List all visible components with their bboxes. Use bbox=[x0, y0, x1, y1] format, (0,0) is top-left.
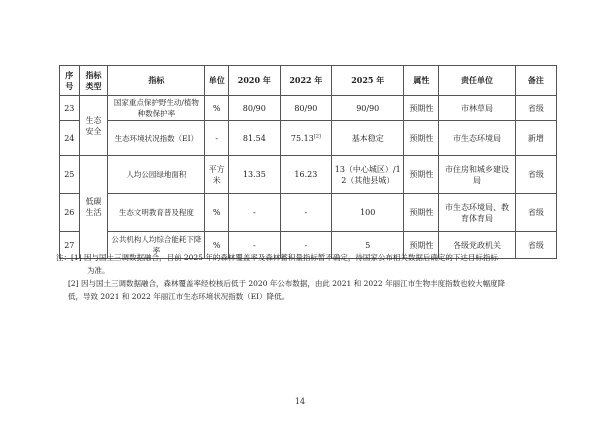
attribute-cell: 预期性 bbox=[404, 121, 439, 156]
unit-cell: 平方米 bbox=[205, 156, 229, 194]
header-remark: 备注 bbox=[515, 66, 556, 96]
value-2022-text: 75.13 bbox=[290, 133, 314, 143]
row-index: 23 bbox=[60, 96, 80, 121]
remark-cell: 新增 bbox=[515, 121, 556, 156]
department-cell: 市生态环境局、教育体育局 bbox=[439, 194, 515, 232]
header-department: 责任单位 bbox=[439, 66, 515, 96]
indicator-cell: 国家重点保护野生动/植物种数保护率 bbox=[108, 96, 205, 121]
unit-cell: % bbox=[205, 194, 229, 232]
value-2025-cell: 90/90 bbox=[332, 96, 404, 121]
value-2020-cell: - bbox=[229, 232, 281, 259]
table-row bbox=[60, 96, 557, 121]
value-2022-cell: - bbox=[280, 194, 332, 232]
value-2025-cell: 基本稳定 bbox=[332, 121, 404, 156]
row-index: 26 bbox=[60, 194, 80, 232]
page-number: 14 bbox=[294, 397, 306, 406]
row-index: 24 bbox=[60, 121, 80, 156]
value-2020-cell: 80/90 bbox=[229, 96, 281, 121]
attribute-cell: 预期性 bbox=[404, 96, 439, 121]
footnote-ref: [2] bbox=[313, 132, 321, 139]
indicator-cell: 人均公园绿地面积 bbox=[108, 156, 205, 194]
value-2020-cell: 81.54 bbox=[229, 121, 281, 156]
value-2022-cell: - bbox=[280, 232, 332, 259]
row-index: 25 bbox=[60, 156, 80, 194]
remark-cell: 省级 bbox=[515, 96, 556, 121]
note-1-line-1: [1] 因与国土三调数据融合，目前 2025 年的森林覆盖率及森林蓄积量指标暂不确定，待国家公布相关数据后确定的下达目标指标 bbox=[71, 253, 498, 262]
remark-cell: 省级 bbox=[515, 156, 556, 194]
department-cell: 各级党政机关 bbox=[439, 232, 515, 259]
value-2022-cell: 16.23 bbox=[280, 156, 332, 194]
unit-cell: % bbox=[205, 96, 229, 121]
indicator-cell: 公共机构人均综合能耗下降率 bbox=[108, 232, 205, 259]
value-2025-cell: 13（中心城区）/12（其他县城） bbox=[332, 156, 404, 194]
row-index: 27 bbox=[60, 232, 80, 259]
remark-cell: 省级 bbox=[515, 232, 556, 259]
value-2020-cell: - bbox=[229, 194, 281, 232]
table-notes bbox=[56, 251, 561, 303]
remark-cell: 省级 bbox=[515, 194, 556, 232]
attribute-cell: 预期性 bbox=[404, 194, 439, 232]
value-2022-cell: 80/90 bbox=[280, 96, 332, 121]
note-2-line-2: 低，导致 2021 和 2022 年丽江市生态环境状况指数（EI）降低。 bbox=[68, 292, 290, 301]
note-1 bbox=[56, 251, 561, 264]
header-2025: 2025 年 bbox=[332, 66, 404, 96]
attribute-cell: 预期性 bbox=[404, 156, 439, 194]
category-cell: 低碳生活 bbox=[79, 156, 108, 259]
notes-prefix: 注： bbox=[56, 253, 71, 262]
department-cell: 市住房和城乡建设局 bbox=[439, 156, 515, 194]
value-2022-cell bbox=[280, 121, 332, 156]
note-1-line-2: 为准。 bbox=[87, 266, 110, 275]
department-cell: 市林草局 bbox=[439, 96, 515, 121]
table-row bbox=[60, 156, 557, 194]
table-row bbox=[60, 121, 557, 156]
indicator-table bbox=[59, 65, 557, 259]
department-cell: 市生态环境局 bbox=[439, 121, 515, 156]
attribute-cell: 预期性 bbox=[404, 232, 439, 259]
unit-cell: % bbox=[205, 232, 229, 259]
value-2025-cell: 5 bbox=[332, 232, 404, 259]
unit-cell: - bbox=[205, 121, 229, 156]
indicator-cell: 生态文明教育普及程度 bbox=[108, 194, 205, 232]
header-indicator: 指标 bbox=[108, 66, 205, 96]
header-index: 序号 bbox=[60, 66, 80, 96]
header-2022: 2022 年 bbox=[280, 66, 332, 96]
header-attribute: 属性 bbox=[404, 66, 439, 96]
header-unit: 单位 bbox=[205, 66, 229, 96]
table-header-row bbox=[60, 66, 557, 96]
table-row bbox=[60, 194, 557, 232]
header-category: 指标类型 bbox=[79, 66, 108, 96]
value-2025-cell: 100 bbox=[332, 194, 404, 232]
indicator-cell: 生态环境状况指数（EI） bbox=[108, 121, 205, 156]
note-2-line-1: [2] 因与国土三调数据融合，森林覆盖率经校核后低于 2020 年公布数据，由此 2021 和 2022 年丽江市生物丰度指数也较大幅度降 bbox=[68, 279, 506, 288]
value-2020-cell: 13.35 bbox=[229, 156, 281, 194]
header-2020: 2020 年 bbox=[229, 66, 281, 96]
category-cell: 生态安全 bbox=[79, 96, 108, 156]
